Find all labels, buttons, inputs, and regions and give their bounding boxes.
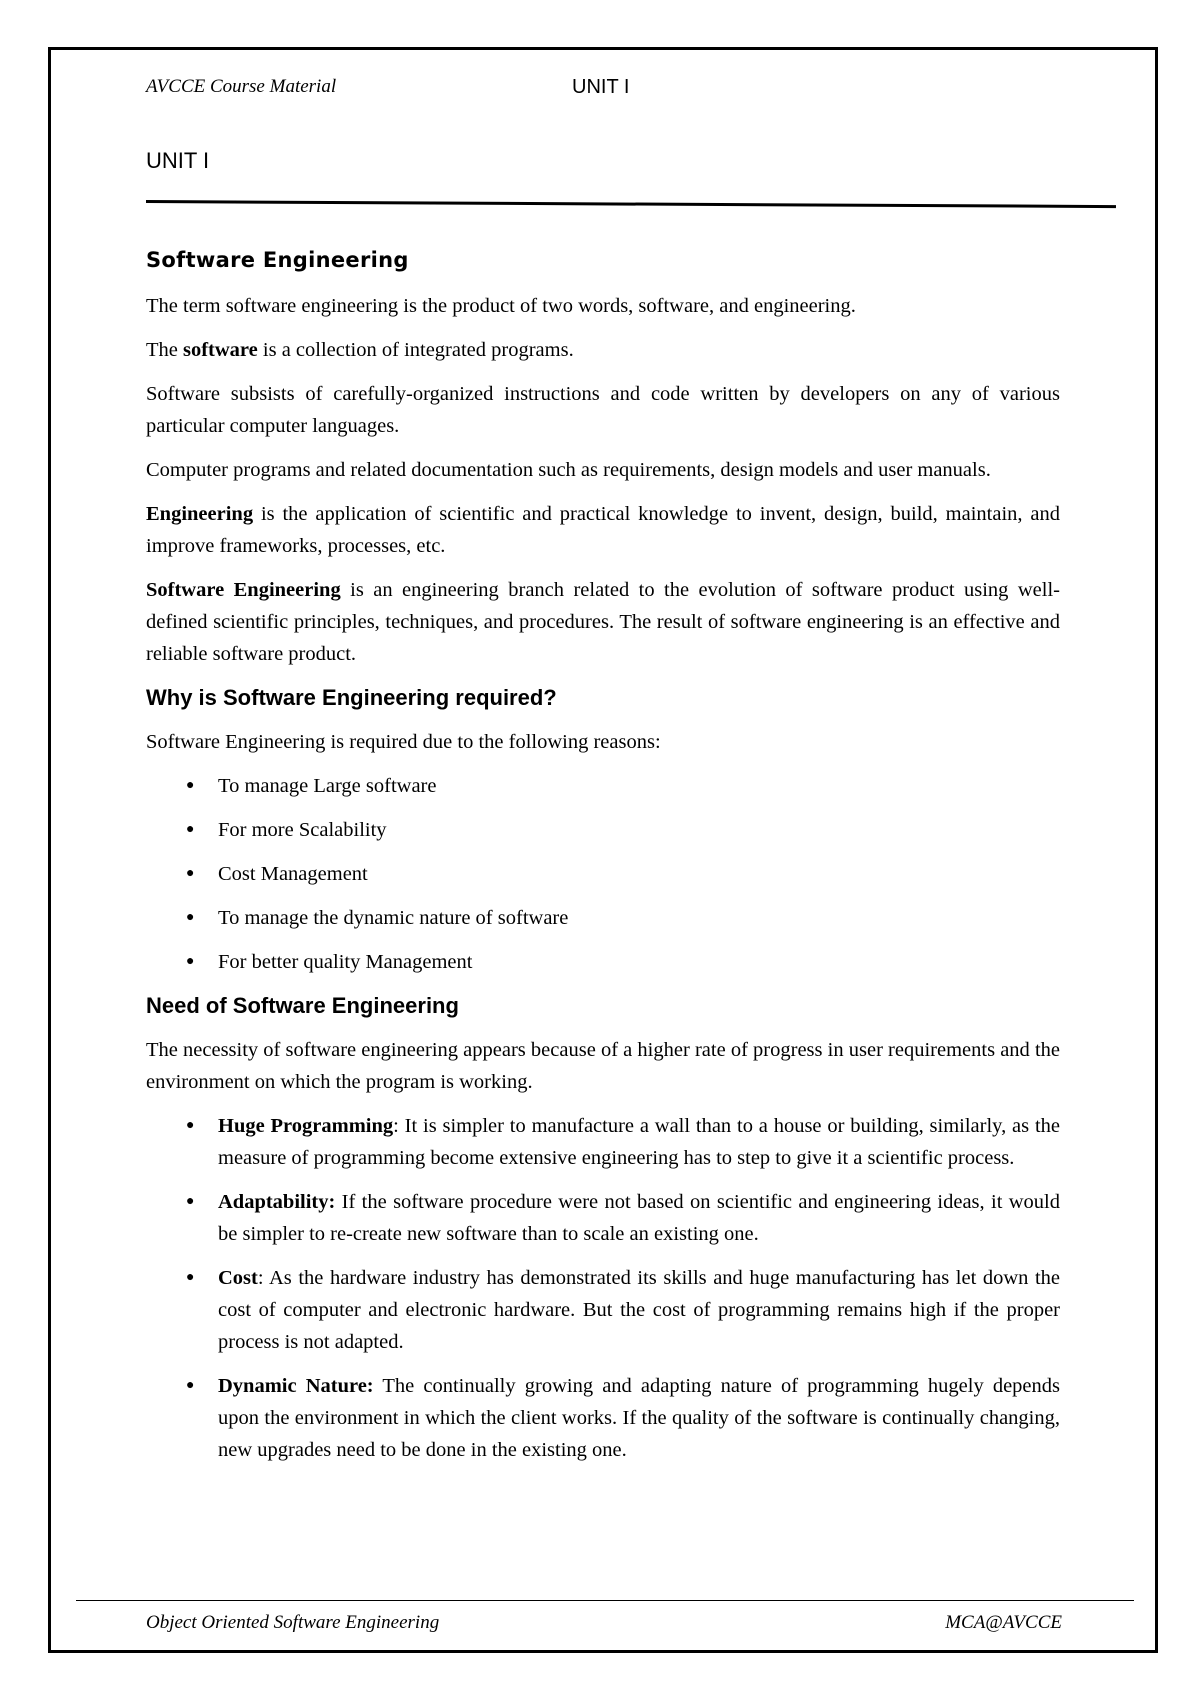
list-item: ● For more Scalability xyxy=(146,814,1060,846)
section-title-need: Need of Software Engineering xyxy=(146,993,459,1018)
section-title-software-engineering: Software Engineering xyxy=(146,248,409,272)
footer-department: MCA@AVCCE xyxy=(945,1612,1062,1633)
text-segment: is the application of scientific and practical knowledge to invent, design, build, maintain, and improve frameworks, processes, etc. xyxy=(146,503,1060,557)
text-segment: is a collection of integrated programs. xyxy=(257,339,574,361)
paragraph-software-definition xyxy=(146,334,1060,366)
list-item xyxy=(146,1370,1060,1466)
bold-term: software xyxy=(183,339,258,361)
text-segment: If the software procedure were not based on scientific and engineering ideas, it would be simpler to re-create new software than to scale an existing one. xyxy=(218,1191,1060,1245)
list-item xyxy=(146,1262,1060,1358)
bold-term: Huge Programming xyxy=(218,1115,394,1137)
header-unit: UNIT I xyxy=(572,76,630,98)
header-course-material: AVCCE Course Material xyxy=(146,76,337,97)
list-item xyxy=(146,1110,1060,1174)
paragraph-necessity-intro: The necessity of software engineering appears because of a higher rate of progress in user requirements and the environment on which the program is working. xyxy=(146,1039,1060,1093)
paragraph-software-subsists: Software subsists of carefully-organized instructions and code written by developers on any of various particular computer languages. xyxy=(146,383,1060,437)
bold-term: Software Engineering xyxy=(146,579,341,601)
reasons-list xyxy=(146,770,1060,978)
footer-course-name: Object Oriented Software Engineering xyxy=(146,1612,440,1633)
list-item xyxy=(146,1186,1060,1250)
bold-term: Dynamic Nature: xyxy=(218,1375,374,1397)
paragraph-computer-programs: Computer programs and related documentation such as requirements, design models and user manuals. xyxy=(146,459,991,481)
paragraph-reasons-intro: Software Engineering is required due to the following reasons: xyxy=(146,731,661,753)
text-segment: The xyxy=(146,339,183,361)
text-segment: : It is simpler to manufacture a wall than to a house or building, similarly, as the measure of programming become extensive engineering has to step to give it a scientific process. xyxy=(218,1115,1060,1169)
footer-divider xyxy=(76,1600,1134,1601)
unit-title: UNIT I xyxy=(146,148,210,173)
list-item: ● To manage Large software xyxy=(146,770,1060,802)
text-segment: The continually growing and adapting nature of programming hugely depends upon the environment in which the client works. If the quality of the software is continually changing, new upgrades need to be done in the existing one. xyxy=(218,1375,1060,1461)
section-title-why-required: Why is Software Engineering required? xyxy=(146,685,557,710)
text-segment: : As the hardware industry has demonstrated its skills and huge manufacturing has let down the cost of computer and electronic hardware. But the cost of programming remains high if the proper process is not adapted. xyxy=(218,1267,1060,1353)
text-segment: is an engineering branch related to the evolution of software product using well-defined scientific principles, techniques, and procedures. The result of software engineering is an effective and reliable software product. xyxy=(146,579,1060,665)
list-item: ● For better quality Management xyxy=(146,946,1060,978)
list-item: ● Cost Management xyxy=(146,858,1060,890)
bold-term: Engineering xyxy=(146,503,254,525)
paragraph-engineering-definition xyxy=(146,498,1060,562)
bold-term: Adaptability: xyxy=(218,1191,336,1213)
page-content xyxy=(146,244,1060,1478)
list-item: ● To manage the dynamic nature of software xyxy=(146,902,1060,934)
bold-term: Cost xyxy=(218,1267,258,1289)
paragraph-software-engineering-definition xyxy=(146,574,1060,670)
paragraph-term-definition: The term software engineering is the product of two words, software, and engineering. xyxy=(146,295,856,317)
needs-list xyxy=(146,1110,1060,1466)
